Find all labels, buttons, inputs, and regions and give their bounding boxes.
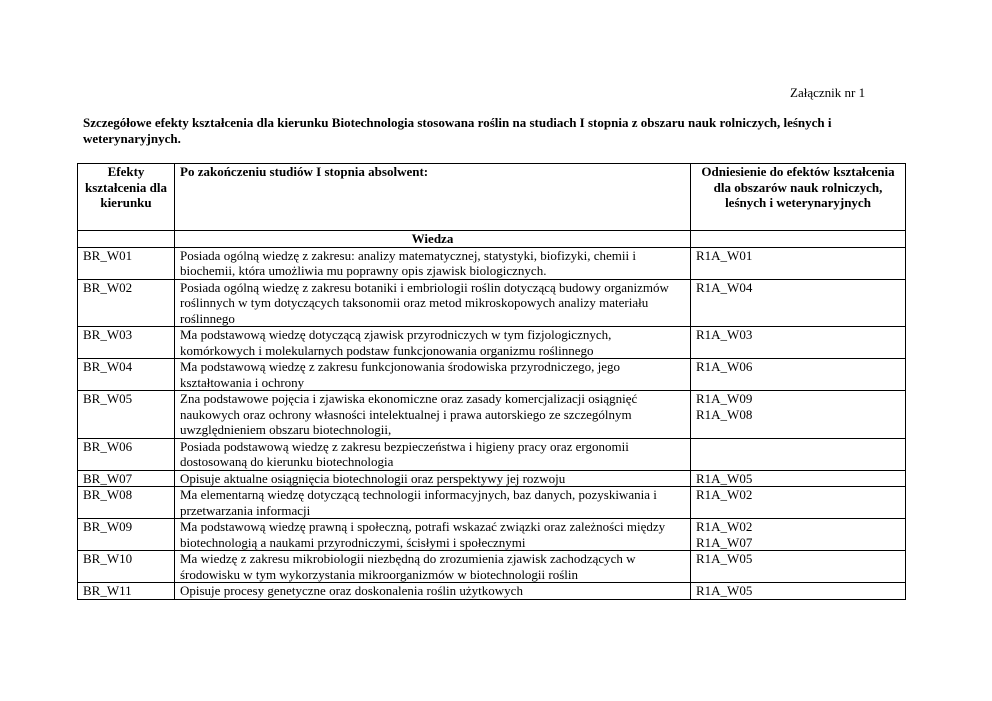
table-row xyxy=(78,279,906,327)
table-header-row xyxy=(78,164,906,231)
outcome-description: Zna podstawowe pojęcia i zjawiska ekonomiczne oraz zasady komercjalizacji osiągnięć naukowych oraz ochrony własności intelektualnej i prawa autorskiego ze szczególnym uwzględnieniem obszaru biotechnologii, xyxy=(175,391,691,439)
area-references xyxy=(691,391,906,439)
area-reference-code: R1A_W06 xyxy=(696,359,753,374)
area-reference-code: R1A_W05 xyxy=(696,583,753,598)
learning-outcomes-table xyxy=(77,163,906,600)
document-title: Szczegółowe efekty kształcenia dla kierunku Biotechnologia stosowana roślin na studiach I stopnia z obszaru nauk rolniczych, leśnych i weterynaryjnych. xyxy=(83,115,832,146)
header-outcome-code: Efekty kształcenia dla kierunku xyxy=(78,164,175,231)
table-row xyxy=(78,359,906,391)
section-row xyxy=(78,231,906,248)
area-reference-code: R1A_W02 xyxy=(696,519,753,534)
outcome-code: BR_W07 xyxy=(78,470,175,487)
area-reference-code: R1A_W05 xyxy=(696,551,753,566)
outcome-code: BR_W09 xyxy=(78,519,175,551)
area-reference-code: R1A_W03 xyxy=(696,327,753,342)
area-references xyxy=(691,279,906,327)
area-references xyxy=(691,327,906,359)
table-row xyxy=(78,519,906,551)
area-reference-code: R1A_W08 xyxy=(696,406,753,422)
outcome-description: Posiada ogólną wiedzę z zakresu: analizy matematycznej, statystyki, biofizyki, chemii i biochemii, która umożliwia mu poprawny opis zjawisk biologicznych. xyxy=(175,247,691,279)
header-description: Po zakończeniu studiów I stopnia absolwent: xyxy=(175,164,691,231)
outcome-code: BR_W02 xyxy=(78,279,175,327)
table-row xyxy=(78,583,906,600)
outcome-code: BR_W06 xyxy=(78,438,175,470)
area-reference-code: R1A_W07 xyxy=(696,534,753,550)
section-empty-cell xyxy=(78,231,175,248)
outcome-code: BR_W05 xyxy=(78,391,175,439)
table-row xyxy=(78,247,906,279)
outcome-code: BR_W04 xyxy=(78,359,175,391)
outcome-code: BR_W10 xyxy=(78,551,175,583)
annex-label: Załącznik nr 1 xyxy=(790,85,866,100)
area-references xyxy=(691,583,906,600)
outcome-description: Posiada ogólną wiedzę z zakresu botaniki i embriologii roślin dotyczącą budowy organizmów roślinnych w tym dotyczących taksonomii oraz metod mikroskopowych analizy materiału roślinnego xyxy=(175,279,691,327)
outcome-description: Ma podstawową wiedzę z zakresu funkcjonowania środowiska przyrodniczego, jego kształtowania i ochrony xyxy=(175,359,691,391)
area-references xyxy=(691,519,906,551)
area-reference-code: R1A_W01 xyxy=(696,247,753,263)
outcome-description: Opisuje procesy genetyczne oraz doskonalenia roślin użytkowych xyxy=(175,583,691,600)
table-row xyxy=(78,551,906,583)
outcome-code: BR_W08 xyxy=(78,487,175,519)
table-row xyxy=(78,487,906,519)
outcome-code: BR_W03 xyxy=(78,327,175,359)
outcome-code: BR_W11 xyxy=(78,583,175,600)
area-reference-code: R1A_W09 xyxy=(696,391,753,406)
area-reference-code: R1A_W05 xyxy=(696,470,753,486)
table-row xyxy=(78,391,906,439)
outcome-description: Posiada podstawową wiedzę z zakresu bezpieczeństwa i higieny pracy oraz ergonomii dostosowaną do kierunku biotechnologia xyxy=(175,438,691,470)
table-row xyxy=(78,470,906,487)
outcome-description: Ma podstawową wiedzę dotyczącą zjawisk przyrodniczych w tym fizjologicznych, komórkowych i molekularnych podstaw funkcjonowania organizmu roślinnego xyxy=(175,327,691,359)
area-references xyxy=(691,359,906,391)
header-area-reference: Odniesienie do efektów kształcenia dla obszarów nauk rolniczych, leśnych i weterynaryjnych xyxy=(691,164,906,231)
outcome-description: Ma elementarną wiedzę dotyczącą technologii informacyjnych, baz danych, pozyskiwania i przetwarzania informacji xyxy=(175,487,691,519)
area-reference-code: R1A_W04 xyxy=(696,279,753,295)
outcome-description: Opisuje aktualne osiągnięcia biotechnologii oraz perspektywy jej rozwoju xyxy=(175,470,691,487)
outcome-description: Ma podstawową wiedzę prawną i społeczną, potrafi wskazać związki oraz zależności między biotechnologią a naukami przyrodniczymi, ścisłymi i społecznymi xyxy=(175,519,691,551)
section-empty-cell xyxy=(691,231,906,248)
area-references xyxy=(691,247,906,279)
area-references xyxy=(691,551,906,583)
area-reference-code: R1A_W02 xyxy=(696,487,753,502)
area-references xyxy=(691,438,906,470)
table-row xyxy=(78,327,906,359)
section-title: Wiedza xyxy=(175,231,691,248)
table-row xyxy=(78,438,906,470)
outcome-description: Ma wiedzę z zakresu mikrobiologii niezbędną do zrozumienia zjawisk zachodzących w środowisku w tym wykorzystania mikroorganizmów w biotechnologii roślin xyxy=(175,551,691,583)
outcome-code: BR_W01 xyxy=(78,247,175,279)
area-references xyxy=(691,470,906,487)
area-references xyxy=(691,487,906,519)
